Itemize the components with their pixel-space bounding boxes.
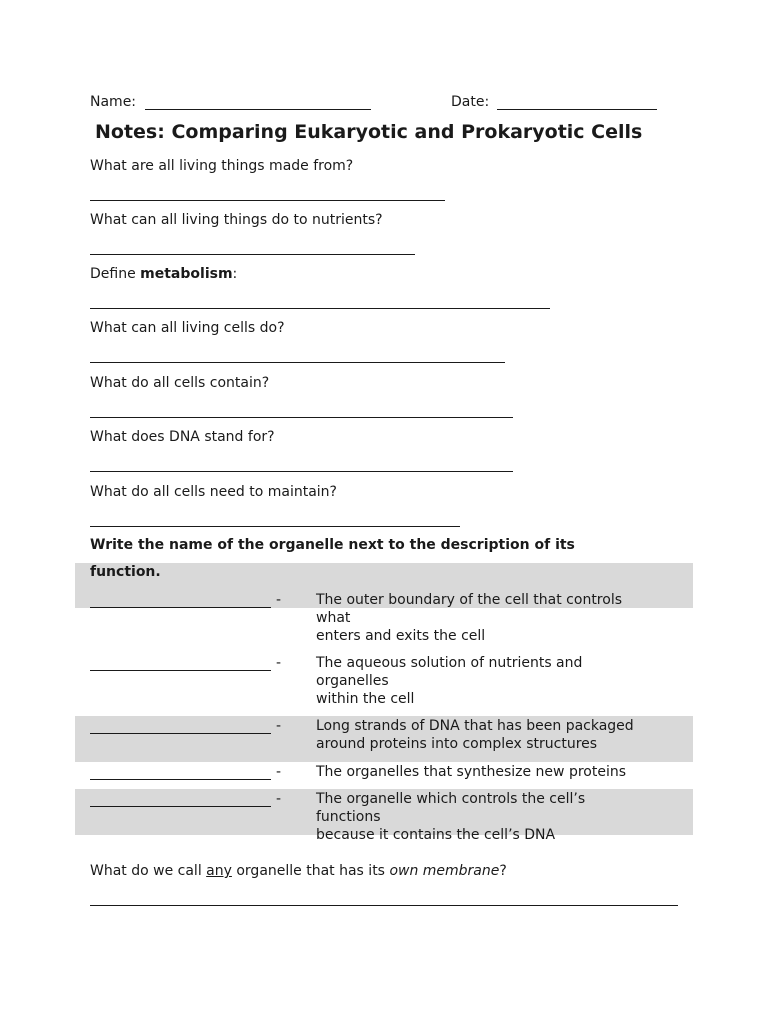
question-4: What can all living cells do? [90,320,285,336]
description-line: around proteins into complex structures [316,736,598,752]
description-line: Long strands of DNA that has been packaged [316,718,634,734]
question-3-suffix: : [232,266,238,282]
description-line: functions [316,809,381,825]
final-question-italic: own membrane [389,863,500,879]
question-1: What are all living things made from? [90,158,354,174]
section-heading-line-2: function. [90,564,161,580]
date-field[interactable] [497,109,657,110]
organelle-description-2 [316,654,582,708]
organelle-description-4 [316,763,626,781]
row-dash-2: - [276,655,282,671]
final-question-part: What do we call [90,863,207,879]
question-3-term: metabolism [140,266,233,282]
answer-line-2[interactable] [90,254,415,255]
name-field[interactable] [145,109,371,110]
answer-line-final[interactable] [90,905,678,906]
organelle-blank-5[interactable] [90,806,271,807]
description-line: enters and exits the cell [316,628,486,644]
description-line: what [316,610,351,626]
organelle-blank-1[interactable] [90,607,271,608]
row-dash-5: - [276,791,282,807]
answer-line-4[interactable] [90,362,505,363]
question-5: What do all cells contain? [90,375,270,391]
answer-line-6[interactable] [90,471,513,472]
answer-line-1[interactable] [90,200,445,201]
organelle-description-3 [316,717,634,753]
description-line: The organelle which controls the cell’s [316,791,586,807]
question-3 [90,265,237,283]
section-heading-line-1: Write the name of the organelle next to the description of its [90,537,575,553]
final-question-part: organelle that has its [231,863,390,879]
description-line: organelles [316,673,389,689]
answer-line-7[interactable] [90,526,460,527]
description-line: within the cell [316,691,415,707]
final-question [90,862,507,880]
question-7: What do all cells need to maintain? [90,484,337,500]
organelle-description-1 [316,591,622,645]
description-line: The organelles that synthesize new proteins [316,764,627,780]
question-6: What does DNA stand for? [90,429,275,445]
description-line: because it contains the cell’s DNA [316,827,556,843]
page-title: Notes: Comparing Eukaryotic and Prokaryotic Cells [95,121,643,143]
name-label: Name: [90,94,137,110]
final-question-part: ? [499,863,507,879]
row-dash-3: - [276,718,282,734]
description-line: The aqueous solution of nutrients and [316,655,583,671]
row-dash-1: - [276,592,282,608]
question-2: What can all living things do to nutrients? [90,212,383,228]
row-dash-4: - [276,764,282,780]
answer-line-5[interactable] [90,417,513,418]
organelle-description-5 [316,790,585,844]
answer-line-3[interactable] [90,308,550,309]
final-question-underlined: any [206,863,232,879]
organelle-blank-4[interactable] [90,779,271,780]
date-label: Date: [451,94,490,110]
question-3-prefix: Define [90,266,141,282]
organelle-blank-3[interactable] [90,733,271,734]
organelle-blank-2[interactable] [90,670,271,671]
description-line: The outer boundary of the cell that controls [316,592,623,608]
